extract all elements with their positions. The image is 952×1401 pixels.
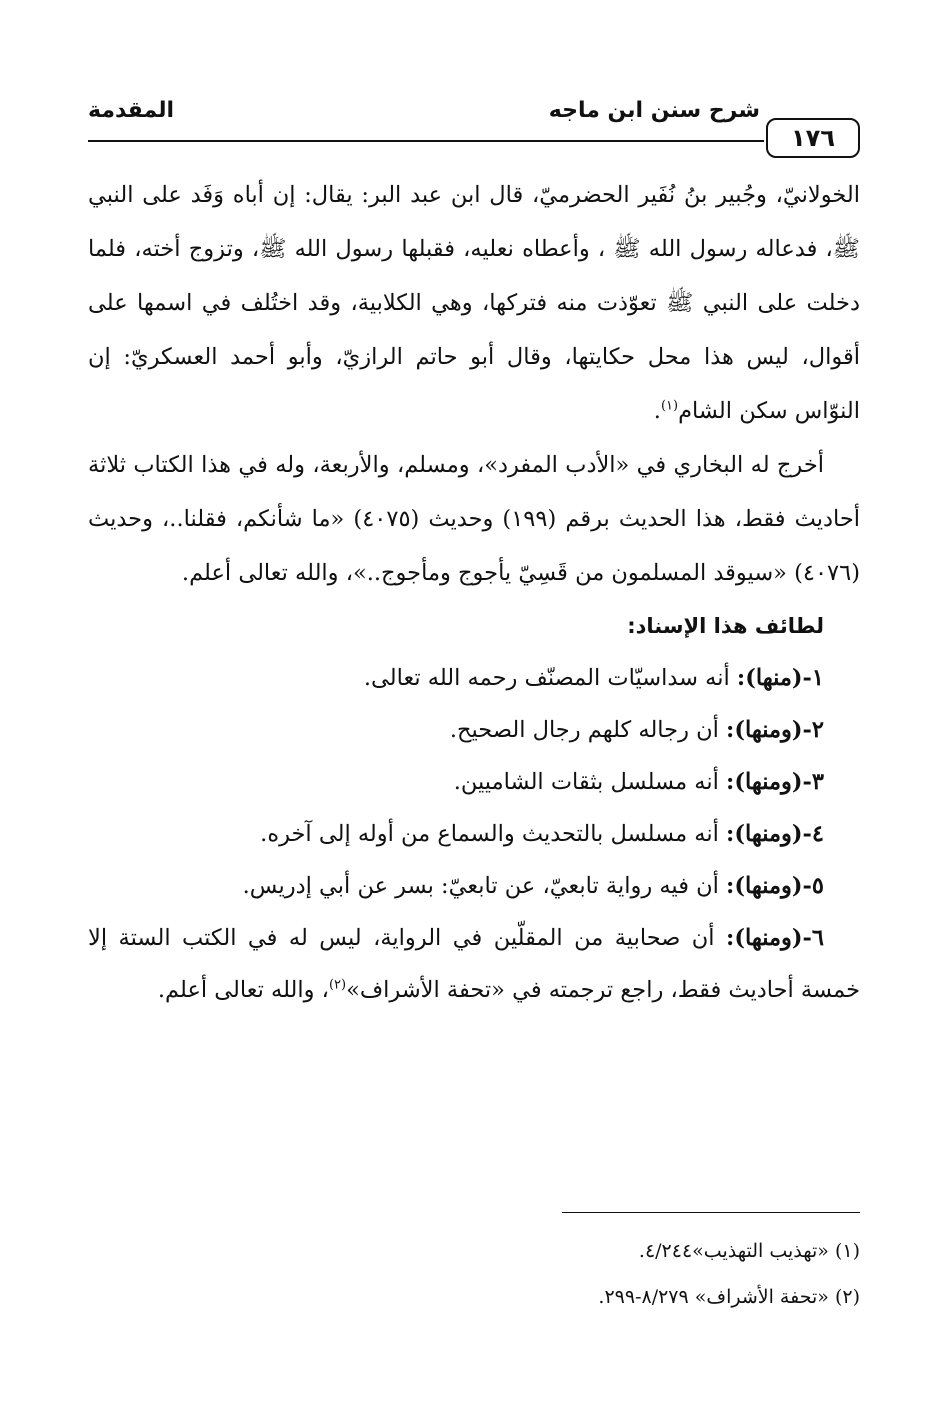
footnote-rule [562,1212,860,1213]
list-item [88,652,860,704]
section-title: المقدمة [88,98,175,123]
footnotes [88,1228,860,1320]
list-item-tail: ، والله تعالى أعلم. [157,977,329,1003]
list-item-lead: ٥-(ومنها): [726,873,824,899]
list-item-text: أن فيه رواية تابعيّ، عن تابعيّ: بسر عن أبي إدريس. [242,873,727,899]
footnote-1: (١) «تهذيب التهذيب»٤/٢٤٤. [638,1240,860,1262]
header-rule [88,140,764,142]
subheading-isnad: لطائف هذا الإسناد: [627,614,824,638]
book-title: شرح سنن ابن ماجه [548,98,760,123]
paragraph-biography-end: . [653,398,661,424]
paragraph-biography [88,168,860,438]
footnote-2: (٢) «تحفة الأشراف» ٨/٢٧٩-٢٩٩. [598,1286,860,1308]
list-item-lead: ١-(منها): [736,665,824,691]
list-item-lead: ٣-(ومنها): [726,769,824,795]
isnad-points-list [88,652,860,1016]
footnote-ref-2: (٢) [328,977,347,993]
list-item-text: أنه سداسيّات المصنّف رحمه الله تعالى. [363,665,737,691]
list-item-lead: ٢-(ومنها): [726,717,824,743]
paragraph-sources: أخرج له البخاري في «الأدب المفرد»، ومسلم، والأربعة، وله في هذا الكتاب ثلاثة أحاديث فقط، هذا الحديث برقم (١٩٩) وحديث (٤٠٧٥) «ما شأنكم، فقلنا..، وحديث (٤٠٧٦) «سيوقد المسلمون من قَسِيّ يأجوج ومأجوج..»، والله تعالى أعلم. [88,452,860,586]
page-number: ١٧٦ [766,118,860,158]
paragraph-biography-text: الخولانيّ، وجُبير بنُ نُفَير الحضرميّ، قال ابن عبد البر: يقال: إن أباه وَفَد على النبي ﷺ، فدعاله رسول الله ﷺ ، وأعطاه نعليه، فقبلها رسول الله ﷺ، وتزوج أخته، فلما دخلت على النبي ﷺ تعوّذت منه فتركها، وهي الكلابية، وقد اختُلف في اسمها على أقوال، ليس هذا محل حكايتها، وقال أبو حاتم الرازيّ، وأبو أحمد العسكريّ: إن النوّاس سكن الشام [88,182,860,424]
list-item [88,756,860,808]
list-item-text: أن صحابية من المقلّين في الرواية، ليس له في الكتب الستة إلا خمسة أحاديث فقط، راجع ترجمته في «تحفة الأشراف» [88,925,860,1003]
list-item-lead: ٦-(ومنها): [726,925,824,951]
list-item [88,704,860,756]
page-header [88,96,860,152]
list-item-text: أنه مسلسل بالتحديث والسماع من أوله إلى آخره. [260,821,727,847]
list-item-lead: ٤-(ومنها): [726,821,824,847]
footnote-ref-1: (١) [660,398,679,414]
list-item [88,912,860,1016]
list-item-text: أن رجاله كلهم رجال الصحيح. [449,717,727,743]
list-item [88,860,860,912]
body-text [88,168,860,1016]
list-item [88,808,860,860]
list-item-text: أنه مسلسل بثقات الشاميين. [453,769,727,795]
